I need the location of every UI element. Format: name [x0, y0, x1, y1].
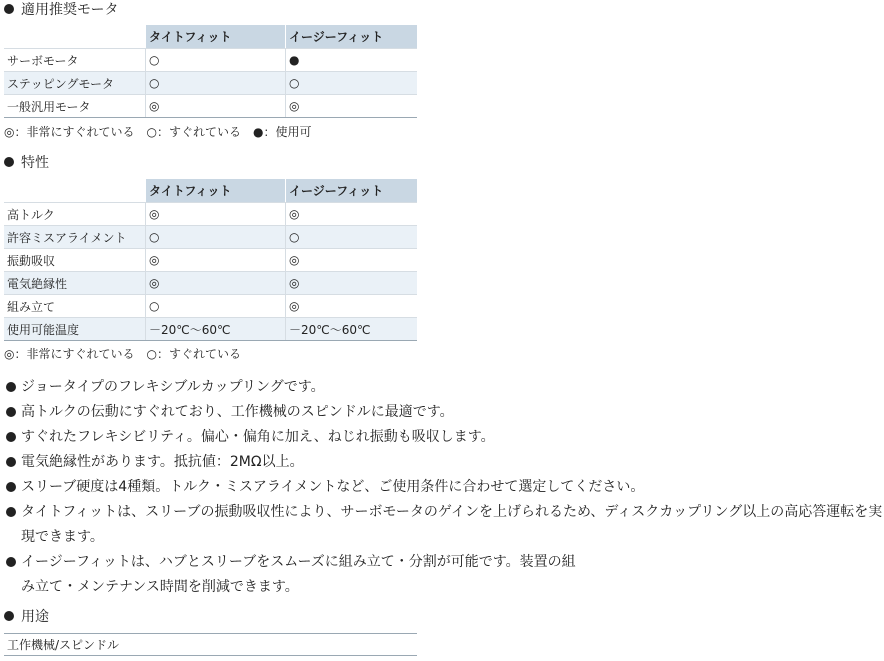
header-cell: イージーフィット	[286, 179, 418, 203]
section-title: 特性	[21, 155, 49, 171]
legend-item: ◎：非常にすぐれている	[4, 125, 135, 139]
bullet-icon	[4, 611, 14, 621]
rating-cell: ○	[146, 72, 286, 95]
feature-list	[4, 375, 884, 600]
bullet-icon	[6, 457, 16, 467]
row-label: 使用可能温度	[4, 318, 146, 341]
feature-text: 電気絶縁性があります。抵抗値：2MΩ以上。	[21, 454, 304, 470]
row-label: 許容ミスアライメント	[4, 226, 146, 249]
feature-text: ジョータイプのフレキシブルカップリングです。	[21, 379, 325, 395]
rating-cell: ◎	[286, 203, 418, 226]
rating-cell: ●	[286, 49, 418, 72]
rating-cell: ◎	[286, 272, 418, 295]
bullet-icon	[6, 482, 16, 492]
rating-cell: ○	[286, 226, 418, 249]
legend	[4, 124, 323, 140]
rating-cell: ○	[146, 295, 286, 318]
rating-cell: ◎	[146, 95, 286, 118]
bullet-icon	[4, 4, 14, 14]
rating-cell: ○	[146, 49, 286, 72]
table-row	[4, 272, 417, 295]
section-heading-motors	[4, 1, 118, 19]
characteristics-table	[4, 179, 417, 341]
section-title: 適用推奨モータ	[21, 2, 119, 18]
row-label: 組み立て	[4, 295, 146, 318]
feature-text: イージーフィットは、ハブとスリーブをスムーズに組み立て・分割が可能です。装置の組み立て・メンテナンス時間を削減できます。	[21, 554, 576, 595]
table-row	[4, 72, 417, 95]
row-label: 電気絶縁性	[4, 272, 146, 295]
table-row	[4, 226, 417, 249]
table-row	[4, 295, 417, 318]
row-label: 高トルク	[4, 203, 146, 226]
legend-item: ◎：非常にすぐれている	[4, 347, 135, 361]
row-label: サーボモータ	[4, 49, 146, 72]
table-row	[4, 49, 417, 72]
bullet-icon	[4, 157, 14, 167]
rating-cell: ◎	[146, 249, 286, 272]
list-item	[4, 475, 884, 500]
feature-text: 高トルクの伝動にすぐれており、工作機械のスピンドルに最適です。	[21, 404, 454, 420]
row-label: 振動吸収	[4, 249, 146, 272]
bullet-icon	[6, 407, 16, 417]
legend-item: ●：使用可	[252, 125, 312, 139]
table-row	[4, 95, 417, 118]
bullet-icon	[6, 507, 16, 517]
header-cell	[4, 179, 146, 203]
table-row	[4, 203, 417, 226]
rating-cell: －20℃～60℃	[146, 318, 286, 341]
section-heading-characteristics	[4, 154, 49, 172]
bullet-icon	[6, 432, 16, 442]
rating-cell: ◎	[286, 95, 418, 118]
motor-table	[4, 25, 417, 118]
header-cell: タイトフィット	[146, 25, 286, 49]
section-title: 用途	[21, 609, 49, 625]
bullet-icon	[6, 557, 16, 567]
bullet-icon	[6, 382, 16, 392]
rating-cell: ◎	[286, 295, 418, 318]
table-row	[4, 318, 417, 341]
rating-cell: ◎	[146, 272, 286, 295]
table-row	[4, 249, 417, 272]
list-item	[4, 425, 884, 450]
feature-text: すぐれたフレキシビリティ。偏心・偏角に加え、ねじれ振動も吸収します。	[21, 429, 495, 445]
header-cell	[4, 25, 146, 49]
rating-cell: ○	[146, 226, 286, 249]
feature-text: タイトフィットは、スリーブの振動吸収性により、サーボモータのゲインを上げられるため、ディスクカップリング以上の高応答運転を実現できます。	[21, 504, 883, 545]
legend-item: ○：すぐれている	[146, 347, 241, 361]
list-item	[4, 400, 884, 425]
list-item	[4, 450, 884, 475]
rating-cell: －20℃～60℃	[286, 318, 418, 341]
legend-item: ○：すぐれている	[146, 125, 241, 139]
list-item	[4, 375, 884, 400]
list-item	[4, 550, 884, 600]
row-label: 一般汎用モータ	[4, 95, 146, 118]
section-heading-usage	[4, 608, 49, 626]
row-label: ステッピングモータ	[4, 72, 146, 95]
legend	[4, 346, 253, 362]
rating-cell: ◎	[146, 203, 286, 226]
rating-cell: ○	[286, 72, 418, 95]
rating-cell: ◎	[286, 249, 418, 272]
header-cell: タイトフィット	[146, 179, 286, 203]
usage-value: 工作機械/スピンドル	[4, 633, 417, 656]
header-cell: イージーフィット	[286, 25, 418, 49]
feature-text: スリーブ硬度は4種類。トルク・ミスアライメントなど、ご使用条件に合わせて選定してください。	[21, 479, 645, 495]
list-item	[4, 500, 884, 550]
